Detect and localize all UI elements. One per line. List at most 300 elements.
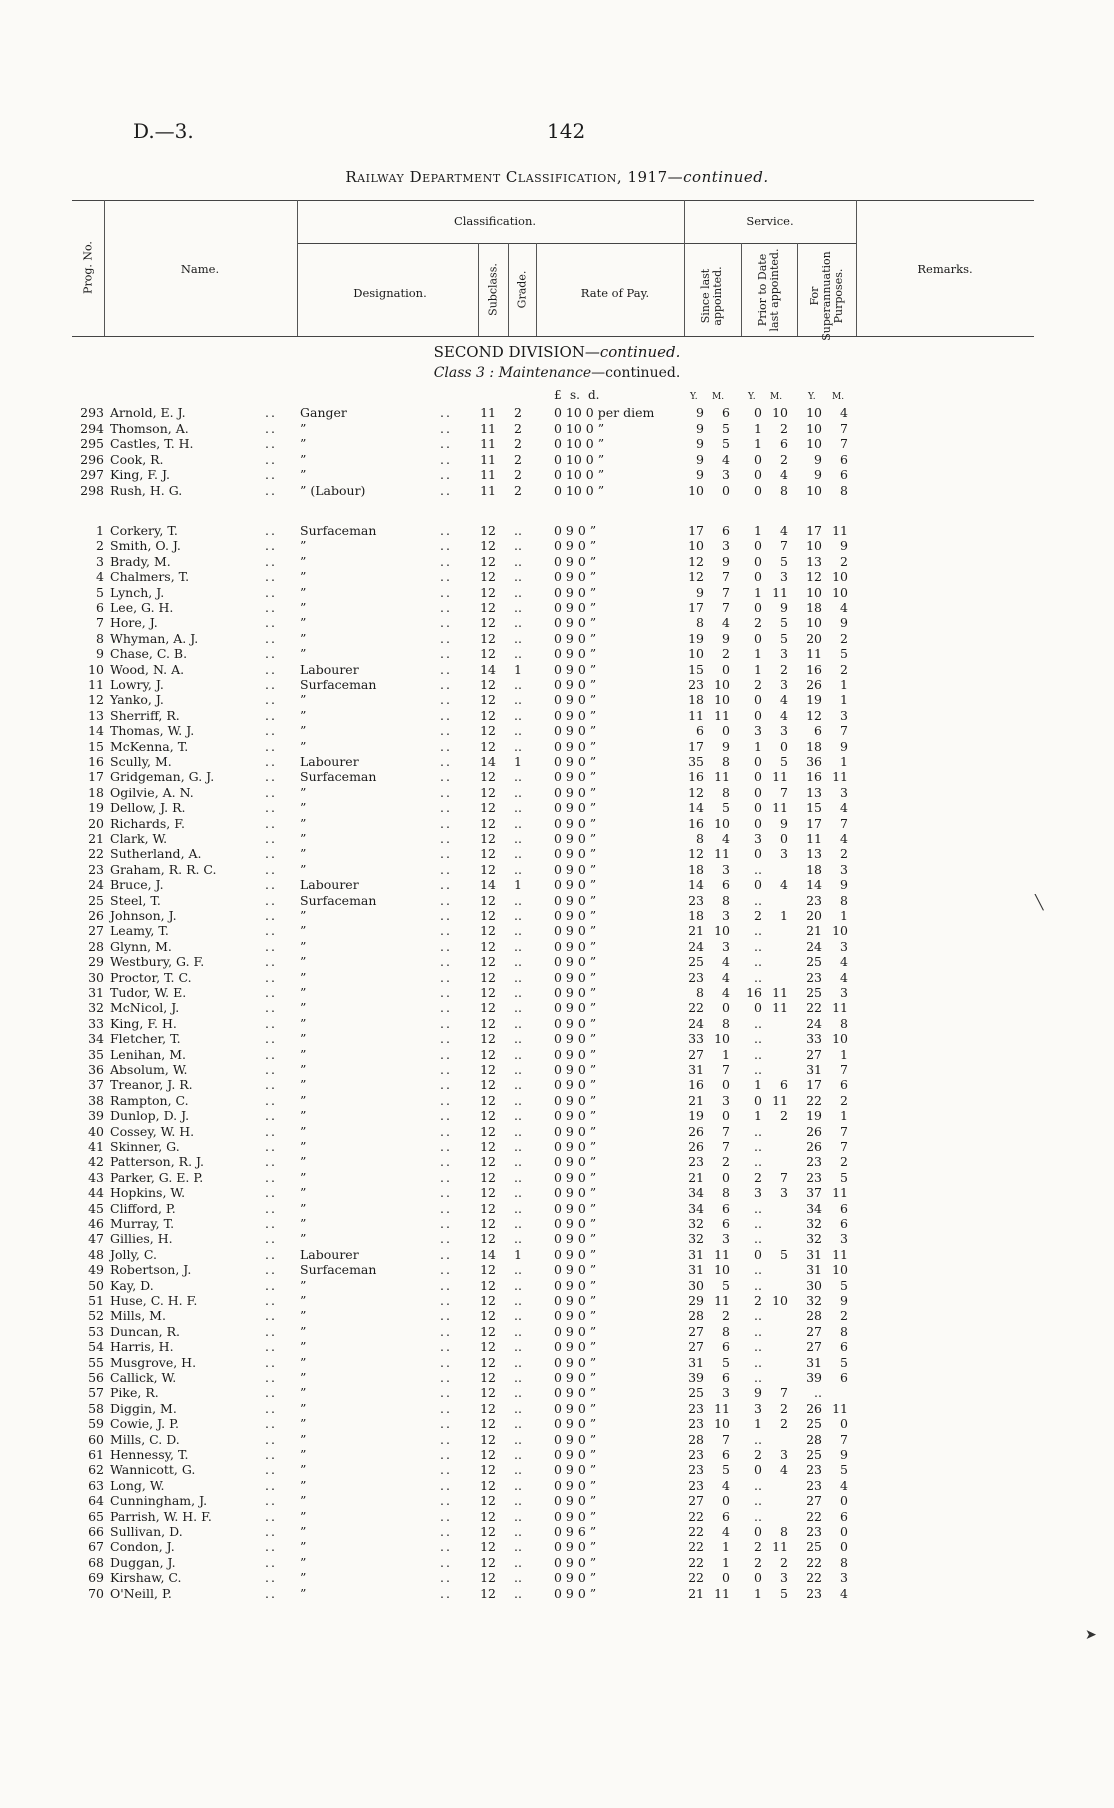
leader-dots: ..	[440, 723, 452, 739]
prior-months: 11	[772, 985, 788, 1000]
subclass: 14	[480, 661, 496, 677]
prior-years: ..	[754, 1062, 762, 1077]
super-months: 9	[840, 738, 848, 754]
leader-dots: ..	[265, 877, 277, 893]
since-months: 0	[722, 1169, 730, 1185]
prog-no: 48	[88, 1246, 104, 1262]
leader-dots: ..	[440, 436, 452, 452]
prior-years: ..	[754, 1477, 762, 1493]
class-main: Class 3 : Maintenance	[433, 365, 592, 381]
super-years: 25	[806, 985, 822, 1000]
employee-name: Glynn, M.	[110, 938, 172, 954]
table-row	[0, 1216, 1114, 1232]
prior-years: 0	[754, 630, 762, 646]
prog-no: 68	[88, 1554, 104, 1570]
table-row	[0, 1570, 1114, 1586]
employee-name: King, F. H.	[110, 1015, 177, 1031]
super-months: 4	[840, 800, 848, 816]
designation: ”	[300, 1493, 307, 1509]
since-years: 23	[688, 1462, 704, 1478]
prior-years: 1	[754, 584, 762, 600]
table-row	[0, 769, 1114, 785]
subclass: 12	[480, 938, 496, 954]
prog-no: 3	[96, 553, 104, 569]
rate-of-pay: 0 9 0 ”	[554, 1046, 597, 1062]
super-years: 9	[814, 451, 822, 467]
prior-years: 0	[754, 1092, 762, 1108]
super-months: 6	[840, 1339, 848, 1355]
prior-years: ..	[754, 1231, 762, 1247]
prog-no: 19	[88, 800, 104, 816]
grade: ..	[514, 784, 522, 800]
since-years: 16	[688, 1077, 704, 1093]
subclass: 12	[480, 1277, 496, 1293]
col-divider	[684, 200, 685, 336]
rate-of-pay: 0 10 0 ”	[554, 467, 605, 483]
rate-of-pay: 0 9 0 ”	[554, 923, 597, 939]
rate-of-pay: 0 9 0 ”	[554, 1277, 597, 1293]
leader-dots: ..	[440, 1385, 452, 1401]
leader-dots: ..	[440, 1323, 452, 1339]
prog-no: 51	[88, 1293, 104, 1308]
rate-of-pay: 0 9 0 ”	[554, 985, 597, 1000]
table-row	[0, 600, 1114, 616]
subclass: 12	[480, 908, 496, 923]
employee-name: Dellow, J. R.	[110, 800, 186, 816]
prog-no: 45	[88, 1200, 104, 1216]
subclass: 12	[480, 1431, 496, 1447]
super-years: 25	[806, 954, 822, 970]
subclass: 12	[480, 1370, 496, 1385]
since-months: 8	[722, 1323, 730, 1339]
since-years: 39	[688, 1370, 704, 1385]
super-years: 10	[806, 615, 822, 631]
employee-name: Fletcher, T.	[110, 1031, 181, 1047]
prior-months: 2	[780, 1400, 788, 1416]
leader-dots: ..	[440, 1554, 452, 1570]
subclass: 11	[480, 467, 496, 483]
super-years: 20	[806, 630, 822, 646]
employee-name: Arnold, E. J.	[110, 405, 186, 420]
table-row	[0, 585, 1114, 601]
col-prior-to-date: Prior to Date last appointed.	[756, 248, 781, 332]
since-years: 17	[688, 600, 704, 615]
super-months: 3	[840, 784, 848, 800]
leader-dots: ..	[265, 646, 277, 662]
rate-of-pay: 0 9 0 ”	[554, 815, 597, 831]
leader-dots: ..	[440, 405, 452, 420]
rate-of-pay: 0 9 0 ”	[554, 1554, 597, 1570]
prior-years: 3	[754, 1400, 762, 1416]
leader-dots: ..	[265, 467, 277, 483]
leader-dots: ..	[440, 1477, 452, 1493]
prior-months: 1	[780, 908, 788, 923]
designation: ”	[300, 1477, 307, 1493]
prog-no: 59	[88, 1416, 104, 1432]
prog-no: 1	[96, 523, 104, 538]
subclass: 12	[480, 1185, 496, 1201]
leader-dots: ..	[265, 985, 277, 1000]
grade: ..	[514, 846, 522, 862]
super-years: 19	[806, 692, 822, 708]
grade: ..	[514, 1354, 522, 1370]
since-months: 0	[722, 1493, 730, 1509]
rate-of-pay: 0 9 0 ”	[554, 738, 597, 754]
prior-years: 1	[754, 1416, 762, 1432]
subclass: 12	[480, 923, 496, 939]
col-divider	[536, 243, 537, 336]
subclass: 12	[480, 1015, 496, 1031]
subclass: 11	[480, 436, 496, 452]
grade: ..	[514, 1031, 522, 1047]
prog-no: 28	[88, 938, 104, 954]
leader-dots: ..	[265, 1062, 277, 1077]
since-months: 10	[714, 677, 730, 692]
prior-years: ..	[754, 1015, 762, 1031]
grade: ..	[514, 1200, 522, 1216]
leader-dots: ..	[265, 1447, 277, 1462]
designation: ”	[300, 1123, 307, 1139]
employee-name: Sherriff, R.	[110, 707, 180, 723]
subclass: 11	[480, 420, 496, 436]
employee-name: Parrish, W. H. F.	[110, 1508, 212, 1524]
since-months: 0	[722, 723, 730, 739]
table-row	[0, 405, 1114, 421]
subclass: 14	[480, 877, 496, 893]
leader-dots: ..	[265, 584, 277, 600]
since-months: 1	[722, 1539, 730, 1555]
since-months: 9	[722, 738, 730, 754]
super-months: 5	[840, 1277, 848, 1293]
designation: ”	[300, 451, 307, 467]
leader-dots: ..	[440, 1231, 452, 1247]
table-row	[0, 436, 1114, 452]
since-months: 10	[714, 1262, 730, 1278]
employee-name: Clark, W.	[110, 831, 168, 846]
leader-dots: ..	[440, 615, 452, 631]
leader-dots: ..	[265, 923, 277, 939]
leader-dots: ..	[265, 436, 277, 452]
since-years: 21	[688, 923, 704, 939]
subclass: 12	[480, 646, 496, 662]
col-superannuation: For Superannuation Purposes.	[808, 251, 845, 341]
leader-dots: ..	[440, 1339, 452, 1355]
leader-dots: ..	[265, 892, 277, 908]
prior-months: 5	[780, 630, 788, 646]
since-years: 17	[688, 523, 704, 538]
since-years: 23	[688, 1477, 704, 1493]
prog-no: 32	[88, 1000, 104, 1016]
employee-name: Bruce, J.	[110, 877, 164, 893]
table-row	[0, 569, 1114, 585]
leader-dots: ..	[265, 800, 277, 816]
super-months: 1	[840, 754, 848, 769]
rate-of-pay: 0 9 0 ”	[554, 1416, 597, 1432]
super-months: 2	[840, 553, 848, 569]
super-years: 17	[806, 523, 822, 538]
col-divider	[797, 243, 798, 336]
prior-years: ..	[754, 1508, 762, 1524]
since-months: 11	[714, 769, 730, 785]
rate-of-pay: 0 10 0 ”	[554, 483, 605, 498]
super-months: 10	[832, 569, 848, 585]
subclass: 12	[480, 692, 496, 708]
rate-of-pay: 0 9 0 ”	[554, 831, 597, 846]
table-row	[0, 538, 1114, 554]
designation: Surfaceman	[300, 892, 377, 908]
table-row	[0, 1278, 1114, 1294]
super-months: 4	[840, 1477, 848, 1493]
employee-name: Pike, R.	[110, 1385, 159, 1401]
leader-dots: ..	[440, 1046, 452, 1062]
leader-dots: ..	[440, 1400, 452, 1416]
rate-of-pay: 0 9 0 ”	[554, 1370, 597, 1385]
rate-of-pay: 0 9 0 ”	[554, 1570, 597, 1586]
prior-months: 7	[780, 1169, 788, 1185]
prior-years: 0	[754, 405, 762, 420]
prior-years: 2	[754, 1447, 762, 1462]
leader-dots: ..	[265, 1354, 277, 1370]
rate-of-pay: 0 9 0 ”	[554, 800, 597, 816]
designation: Surfaceman	[300, 677, 377, 692]
since-years: 6	[696, 723, 704, 739]
prog-no: 16	[88, 754, 104, 769]
leader-dots: ..	[265, 1216, 277, 1231]
leader-dots: ..	[265, 769, 277, 785]
subclass: 12	[480, 1216, 496, 1231]
col-divider	[478, 243, 479, 336]
prog-no: 41	[88, 1139, 104, 1154]
leader-dots: ..	[440, 1246, 452, 1262]
table-row	[0, 1478, 1114, 1494]
rate-of-pay: 0 9 0 ”	[554, 707, 597, 723]
leader-dots: ..	[440, 892, 452, 908]
super-months: 6	[840, 1370, 848, 1385]
prior-years: 0	[754, 1524, 762, 1539]
table-row	[0, 1493, 1114, 1509]
prog-no: 46	[88, 1216, 104, 1231]
prog-no: 25	[88, 892, 104, 908]
grade: ..	[514, 1139, 522, 1154]
grade: ..	[514, 584, 522, 600]
employee-name: Clifford, P.	[110, 1200, 176, 1216]
table-row	[0, 846, 1114, 862]
prog-no: 20	[88, 815, 104, 831]
since-years: 23	[688, 892, 704, 908]
employee-name: Skinner, G.	[110, 1139, 180, 1154]
prior-years: 2	[754, 1554, 762, 1570]
leader-dots: ..	[440, 738, 452, 754]
rate-of-pay: 0 9 0 ”	[554, 892, 597, 908]
designation: ”	[300, 1216, 307, 1231]
division-suffix: —continued.	[584, 343, 681, 361]
rate-of-pay: 0 9 0 ”	[554, 1262, 597, 1278]
rate-of-pay: 0 9 0 ”	[554, 1200, 597, 1216]
table-row	[0, 1385, 1114, 1401]
designation: ”	[300, 1062, 307, 1077]
since-months: 6	[722, 1508, 730, 1524]
leader-dots: ..	[440, 1200, 452, 1216]
subclass: 11	[480, 405, 496, 420]
prior-years: ..	[754, 938, 762, 954]
grade: ..	[514, 1277, 522, 1293]
subclass: 12	[480, 1508, 496, 1524]
prior-years: 3	[754, 831, 762, 846]
employee-name: Gridgeman, G. J.	[110, 769, 215, 785]
employee-name: Mills, C. D.	[110, 1431, 180, 1447]
table-row	[0, 1000, 1114, 1016]
since-years: 25	[688, 1385, 704, 1401]
prior-years: 0	[754, 451, 762, 467]
rate-of-pay: 0 9 0 ”	[554, 754, 597, 769]
super-years: 32	[806, 1231, 822, 1247]
leader-dots: ..	[440, 954, 452, 970]
rate-of-pay: 0 9 0 ”	[554, 846, 597, 862]
since-years: 22	[688, 1508, 704, 1524]
designation: ”	[300, 569, 307, 585]
leader-dots: ..	[265, 630, 277, 646]
leader-dots: ..	[440, 923, 452, 939]
designation: ”	[300, 1554, 307, 1570]
since-months: 0	[722, 1570, 730, 1586]
subclass: 12	[480, 1123, 496, 1139]
prior-years: 1	[754, 646, 762, 662]
designation: ”	[300, 1354, 307, 1370]
designation: ”	[300, 1416, 307, 1432]
super-months: 7	[840, 723, 848, 739]
designation: ”	[300, 1339, 307, 1355]
grade: ..	[514, 1308, 522, 1324]
table-row	[0, 1077, 1114, 1093]
leader-dots: ..	[265, 1416, 277, 1432]
employee-name: Condon, J.	[110, 1539, 175, 1555]
prog-no: 30	[88, 969, 104, 985]
subclass: 12	[480, 1062, 496, 1077]
super-months: 0	[840, 1416, 848, 1432]
subclass: 12	[480, 969, 496, 985]
since-months: 10	[714, 1031, 730, 1047]
grade: ..	[514, 1400, 522, 1416]
prior-years: 0	[754, 815, 762, 831]
subclass: 12	[480, 1477, 496, 1493]
table-row	[0, 692, 1114, 708]
since-years: 25	[688, 954, 704, 970]
employee-name: Hore, J.	[110, 615, 158, 631]
designation: Labourer	[300, 1246, 359, 1262]
subclass: 12	[480, 784, 496, 800]
prior-years: 0	[754, 754, 762, 769]
table-row	[0, 862, 1114, 878]
super-months: 2	[840, 630, 848, 646]
designation: ”	[300, 600, 307, 615]
designation: ”	[300, 784, 307, 800]
leader-dots: ..	[440, 1077, 452, 1093]
super-years: 10	[806, 584, 822, 600]
prior-months: 11	[772, 1539, 788, 1555]
table-row	[0, 1139, 1114, 1155]
table-row	[0, 1293, 1114, 1309]
rate-of-pay: 0 9 0 ”	[554, 908, 597, 923]
subclass: 12	[480, 523, 496, 538]
subclass: 12	[480, 553, 496, 569]
super-months: 1	[840, 908, 848, 923]
table-row	[0, 1108, 1114, 1124]
grade: 1	[514, 754, 522, 769]
since-years: 23	[688, 677, 704, 692]
prior-years: ..	[754, 1123, 762, 1139]
classification-rule	[297, 243, 684, 244]
rate-of-pay: 0 9 0 ”	[554, 1308, 597, 1324]
designation: ”	[300, 1277, 307, 1293]
super-months: 8	[840, 483, 848, 498]
grade: 1	[514, 1246, 522, 1262]
prior-years: ..	[754, 1154, 762, 1170]
grade: ..	[514, 1539, 522, 1555]
grade: ..	[514, 692, 522, 708]
subclass: 12	[480, 1169, 496, 1185]
since-years: 23	[688, 1154, 704, 1170]
super-years: 14	[806, 877, 822, 893]
col-designation: Designation.	[353, 286, 427, 300]
prog-no: 4	[96, 569, 104, 585]
prog-no: 2	[96, 538, 104, 554]
leader-dots: ..	[440, 1447, 452, 1462]
prog-no: 29	[88, 954, 104, 970]
prog-no: 44	[88, 1185, 104, 1201]
subclass: 12	[480, 1139, 496, 1154]
prog-no: 298	[80, 483, 104, 498]
designation: ”	[300, 969, 307, 985]
leader-dots: ..	[265, 483, 277, 498]
super-years: 27	[806, 1323, 822, 1339]
prog-no: 26	[88, 908, 104, 923]
table-row	[0, 954, 1114, 970]
designation: ”	[300, 1046, 307, 1062]
since-months: 11	[714, 1585, 730, 1601]
rate-of-pay: 0 9 0 ”	[554, 1246, 597, 1262]
grade: ..	[514, 1370, 522, 1385]
super-years: 23	[806, 1524, 822, 1539]
leader-dots: ..	[265, 846, 277, 862]
rate-of-pay: 0 9 0 ”	[554, 1385, 597, 1401]
table-row	[0, 523, 1114, 539]
leader-dots: ..	[265, 754, 277, 769]
prior-years: ..	[754, 923, 762, 939]
table-row	[0, 800, 1114, 816]
since-months: 1	[722, 1554, 730, 1570]
since-years: 23	[688, 1416, 704, 1432]
prior-years: ..	[754, 969, 762, 985]
employee-name: Rampton, C.	[110, 1092, 189, 1108]
grade: ..	[514, 1169, 522, 1185]
rate-of-pay: 0 9 0 ”	[554, 938, 597, 954]
since-months: 11	[714, 846, 730, 862]
grade: ..	[514, 1216, 522, 1231]
leader-dots: ..	[440, 831, 452, 846]
super-months: 7	[840, 1062, 848, 1077]
prior-years: 3	[754, 723, 762, 739]
since-years: 24	[688, 938, 704, 954]
prior-months: 4	[780, 877, 788, 893]
leader-dots: ..	[440, 846, 452, 862]
leader-dots: ..	[440, 1062, 452, 1077]
table-row	[0, 1586, 1114, 1602]
table-row	[0, 831, 1114, 847]
prog-no: 295	[80, 436, 104, 452]
super-years: 28	[806, 1431, 822, 1447]
leader-dots: ..	[440, 661, 452, 677]
leader-dots: ..	[265, 1123, 277, 1139]
